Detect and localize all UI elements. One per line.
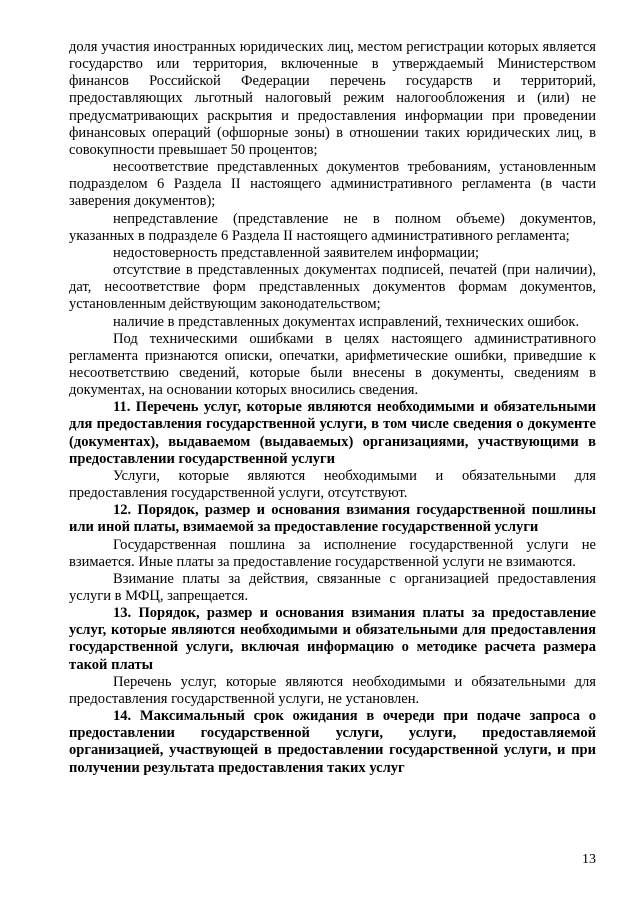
paragraph-corrections: наличие в представленных документах исправлений, технических ошибок. [113, 313, 580, 330]
paragraph-missing-signatures: отсутствие в представленных документах подписей, печатей (при наличии), дат, несоответствие форм представленных документов формам документов, установленным действующим законодательством; [69, 262, 596, 313]
paragraph-unreliable-info: недостоверность представленной заявителем информации; [113, 244, 480, 261]
paragraph-mfc-fee-prohibited: Взимание платы за действия, связанные с организацией предоставления услуги в МФЦ, запрещается. [69, 570, 596, 604]
paragraph-requirements-mismatch: несоответствие представленных документов требованиям, установленным подразделом 6 Раздела II настоящего административного регламента (в части заверения документов); [69, 159, 596, 210]
paragraph-continued: доля участия иностранных юридических лиц, местом регистрации которых является государство или территория, включенные в утверждаемый Министерством финансов Российской Федерации перечень государств и территорий, предоставляющих льготный налоговый режим налогообложения и (или) не предусматривающих раскрытия и предоставления информации при проведении финансовых операций (офшорные зоны) в отношении таких юридических лиц, в совокупности превышает 50 процентов; [69, 39, 596, 158]
paragraph-duty-not-charged: Государственная пошлина за исполнение государственной услуги не взимается. Иные платы за предоставление государственной услуги не взимаются. [69, 536, 596, 570]
paragraph-services-absent: Услуги, которые являются необходимыми и обязательными для предоставления государственной услуги, отсутствуют. [69, 467, 596, 502]
section-heading-12: 12. Порядок, размер и основания взимания государственной пошлины или иной платы, взимаемой за предоставление государственной услуги [69, 502, 596, 536]
section-heading-11: 11. Перечень услуг, которые являются необходимыми и обязательными для предоставления государственной услуги, в том числе сведения о документе (документах), выдаваемом (выдаваемых) организациями, участвующими в предоставлении государственной услуги [69, 399, 596, 467]
paragraph-list-not-established: Перечень услуг, которые являются необходимыми и обязательными для предоставления государственной услуги, не установлен. [69, 673, 596, 707]
paragraph-incomplete-documents: непредставление (представление не в полном объеме) документов, указанных в подразделе 6 Раздела II настоящего административного регламента; [69, 210, 596, 244]
page-number: 13 [582, 852, 596, 867]
section-heading-13: 13. Порядок, размер и основания взимания платы за предоставление услуг, которые являются необходимыми и обязательными для предоставления государственной услуги, включая информацию о методике расчета размера такой платы [69, 605, 596, 673]
section-heading-14: 14. Максимальный срок ожидания в очереди при подаче запроса о предоставлении государственной услуги, услуги, предоставляемой организацией, участвующей в предоставлении государственной услуги, и при получении результата предоставления таких услуг [69, 708, 596, 776]
paragraph-technical-errors: Под техническими ошибками в целях настоящего административного регламента признаются описки, опечатки, арифметические ошибки, приведшие к несоответствию сведений, которые были внесены в документы, сведениям в документах, на основании которых вносились сведения. [69, 330, 596, 399]
document-page [69, 39, 596, 777]
